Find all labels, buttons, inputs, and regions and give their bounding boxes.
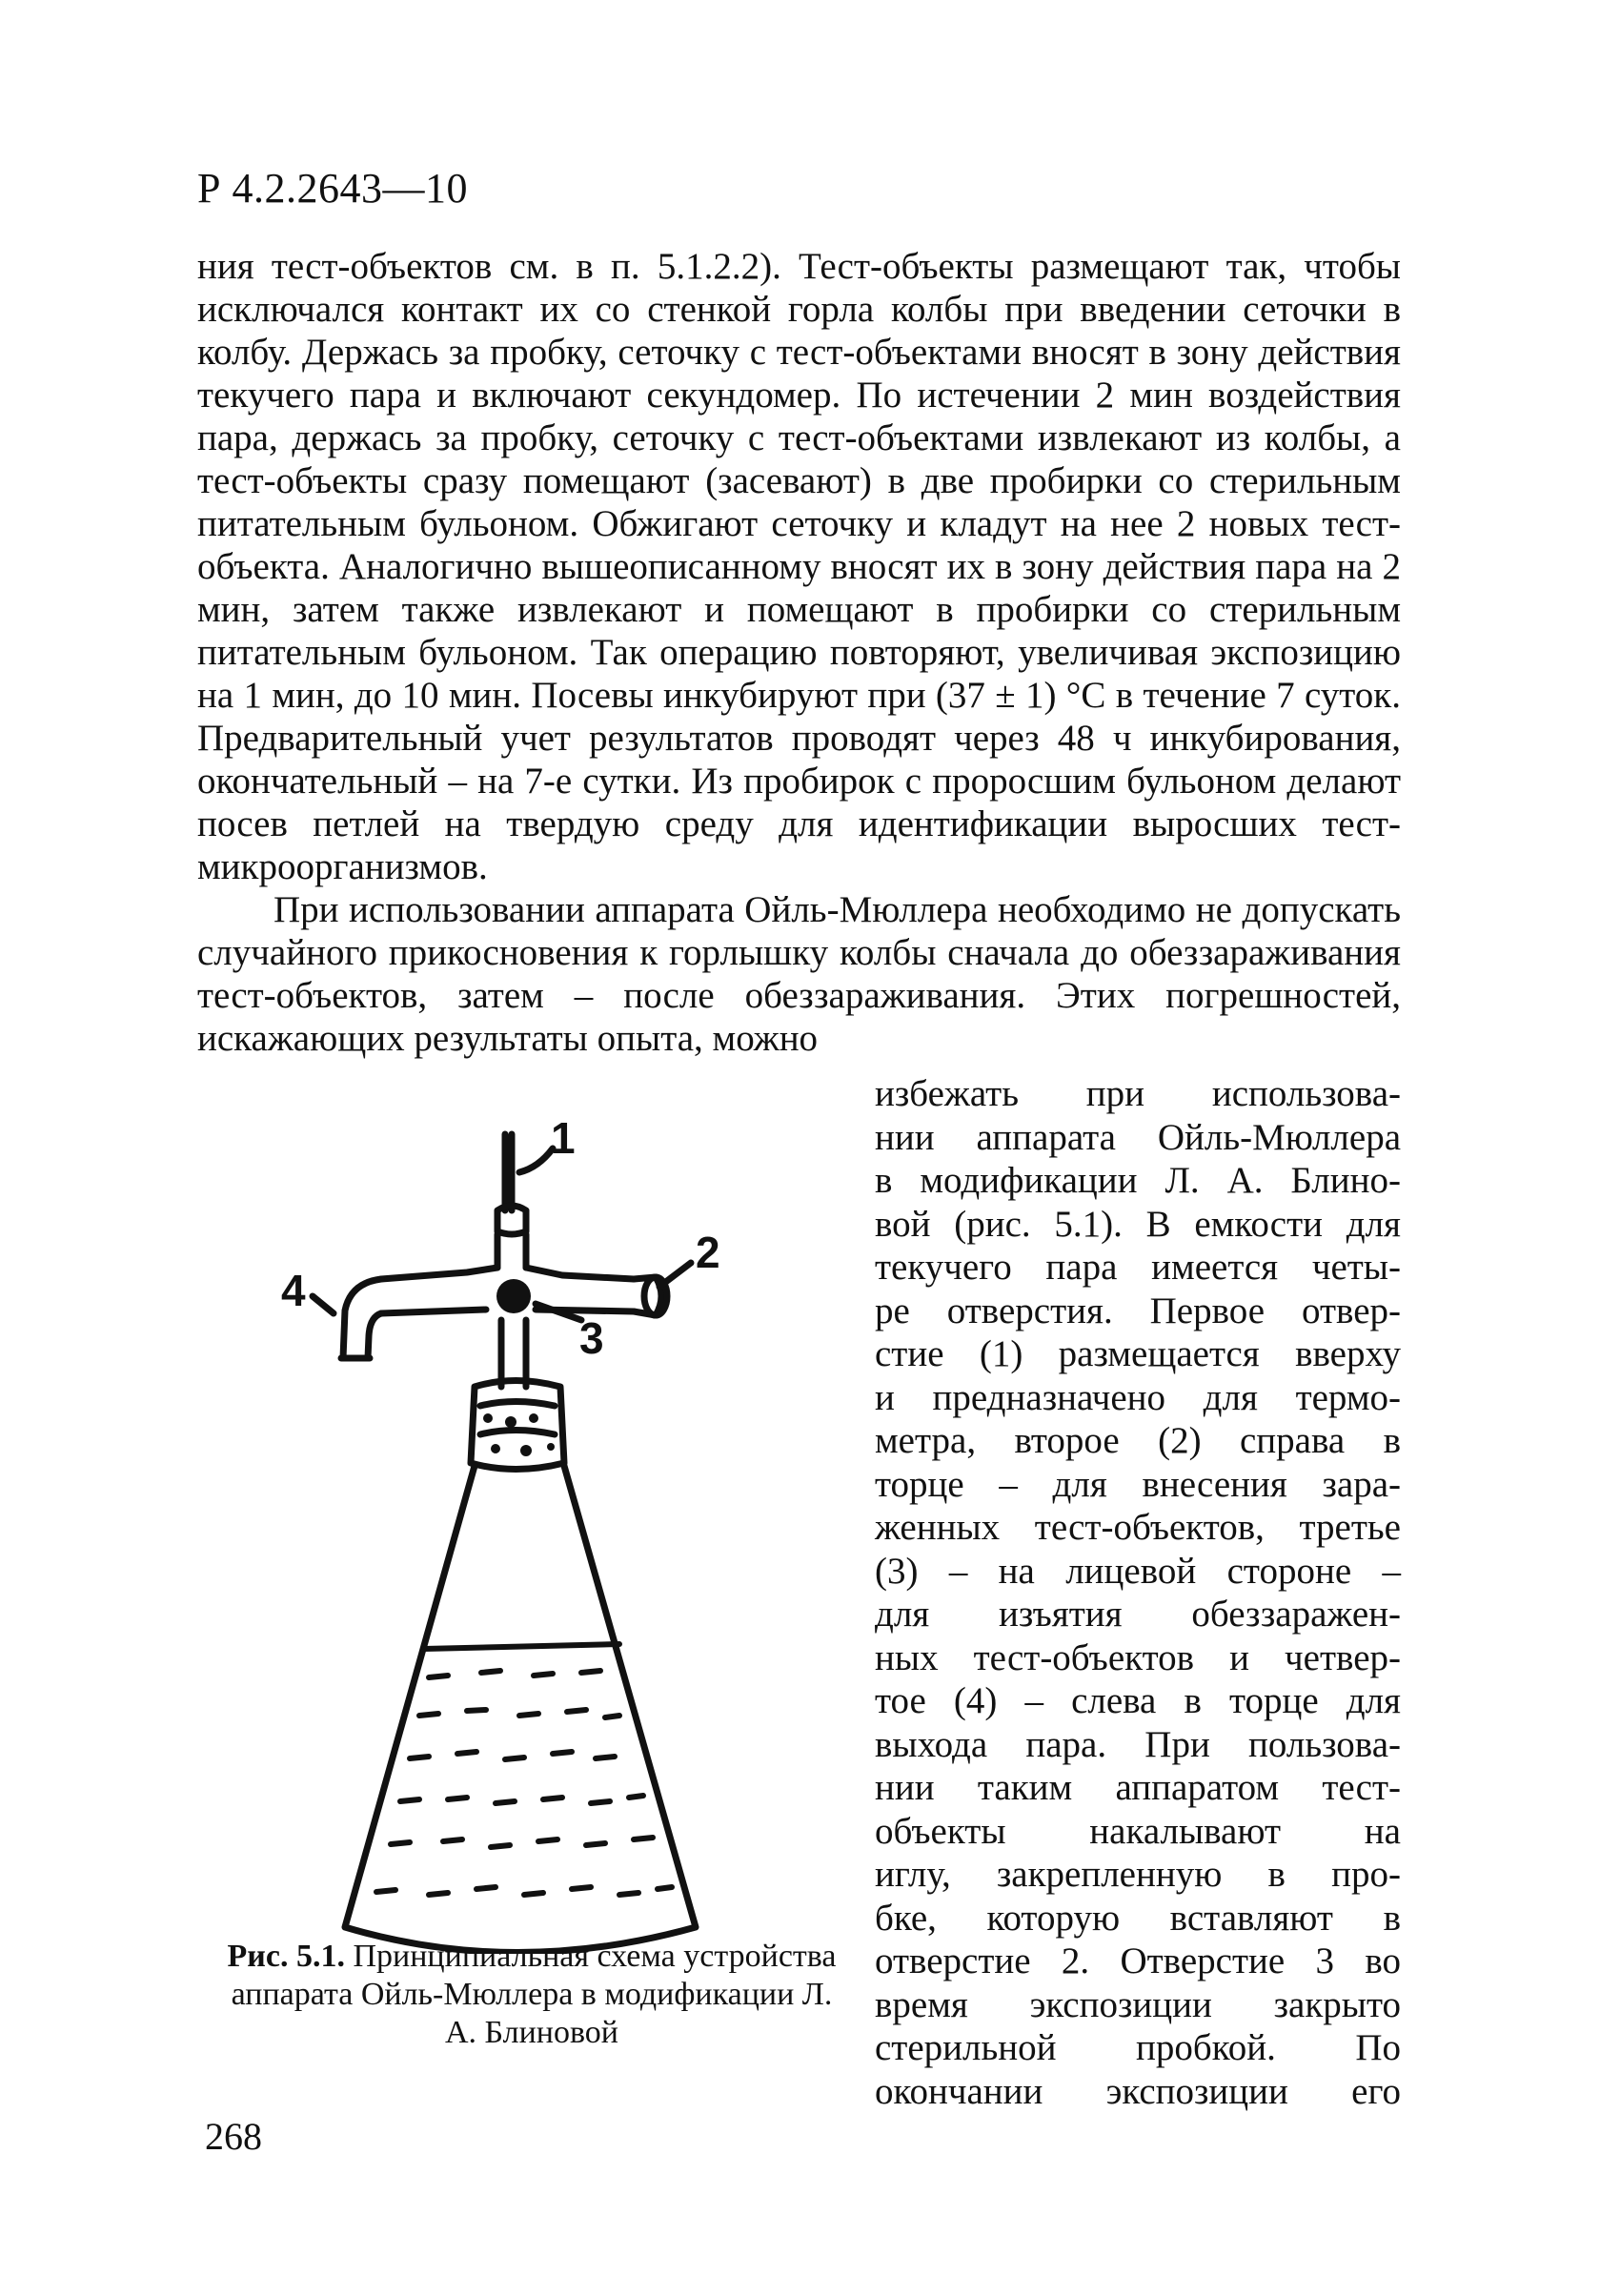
liquid-level (424, 1644, 619, 1649)
column-line: выхода пара. При пользова- (875, 1723, 1401, 1765)
column-line: отверстие 2. Отверстие 3 во (875, 1940, 1401, 1981)
page-number: 268 (205, 2115, 262, 2158)
figure-caption (227, 1938, 837, 2052)
column-line: объекты накалывают на (875, 1810, 1401, 1852)
main-text (197, 245, 1401, 1060)
side-column-text (875, 1072, 1401, 2113)
label-4: 4 (281, 1266, 306, 1315)
column-line: стерильной пробкой. По (875, 2027, 1401, 2068)
horizontal-tube-upper (381, 1268, 634, 1279)
caption-text: Принципиальная схема устройства аппарата Ойль-Мюллера в модификации Л. А. Блиновой (231, 1939, 837, 2050)
neck-tube (501, 1320, 526, 1387)
column-line: торце – для внесения зара- (875, 1463, 1401, 1505)
caption-prefix: Рис. 5.1. (227, 1939, 345, 1974)
cork (471, 1381, 564, 1470)
column-line: бке, которую вставляют в (875, 1897, 1401, 1939)
column-line: иглу, закрепленную в про- (875, 1854, 1401, 1895)
column-line: в модификации Л. А. Блино- (875, 1160, 1401, 1201)
column-line: нии аппарата Ойль-Мюллера (875, 1116, 1401, 1158)
column-line: ных тест-объектов и четвер- (875, 1636, 1401, 1678)
label-3: 3 (579, 1313, 604, 1363)
paragraph-1: ния тест-объектов см. в п. 5.1.2.2). Тест-объекты размещают так, чтобы исключался контакт их со стенкой горла колбы при введении сеточки в колбу. Держась за пробку, сеточку с тест-объектами вносят в зону действия текучего пара и включают секундомер. По истечении 2 мин воздействия пара, держась за пробку, сеточку с тест-объектами извлекают из колбы, а тест-объекты сразу помещают (засевают) в две пробирки со стерильным питательным бульоном. Обжигают сеточку и кладут на нее 2 новых тест-объекта. Аналогично вышеописанному вносят их в зону действия пара на 2 мин, затем также извлекают и помещают в пробирки со стерильным питательным бульоном. Так операцию повторяют, увеличивая экспозицию на 1 мин, до 10 мин. Посевы инкубируют при (37 ± 1) °С в течение 7 суток. Предварительный учет результатов проводят через 48 ч инкубирования, окончательный – на 7-е сутки. Из пробирок с проросшим бульоном делают посев петлей на твердую среду для идентификации выросших тест-микроорганизмов. (197, 246, 1401, 887)
column-line: окончании экспозиции его (875, 2070, 1401, 2112)
column-line: и предназначено для термо- (875, 1376, 1401, 1418)
column-line: женных тест-объектов, третье (875, 1507, 1401, 1548)
column-line: время экспозиции закрыто (875, 1983, 1401, 2025)
center-tube (497, 1234, 526, 1268)
label-1: 1 (551, 1115, 576, 1163)
document-code: Р 4.2.2643—10 (197, 165, 468, 212)
left-spout (343, 1279, 381, 1358)
paragraph-2: При использовании аппарата Ойль-Мюллера необходимо не допускать случайного прикосновения к горлышку колбы сначала до обеззараживания тест-объектов, затем – после обеззараживания. Этих погрешностей, искажающих результаты опыта, можно (197, 889, 1401, 1059)
flask-body (345, 1466, 696, 1953)
column-line: тое (4) – слева в торце для (875, 1680, 1401, 1721)
flask-apparatus-figure (276, 1115, 810, 1954)
column-line: метра, второе (2) справа в (875, 1420, 1401, 1461)
column-line: для изъятия обеззаражен- (875, 1594, 1401, 1635)
column-line: текучего пара имеется четы- (875, 1247, 1401, 1288)
column-line: (3) – на лицевой стороне – (875, 1550, 1401, 1592)
column-line: нии таким аппаратом тест- (875, 1767, 1401, 1808)
column-line: вой (рис. 5.1). В емкости для (875, 1203, 1401, 1245)
liquid-texture (376, 1671, 672, 1895)
column-line: стие (1) размещается вверху (875, 1333, 1401, 1374)
column-line: избежать при использова- (875, 1073, 1401, 1114)
label-2: 2 (696, 1228, 720, 1277)
column-line: ре отверстия. Первое отвер- (875, 1290, 1401, 1331)
